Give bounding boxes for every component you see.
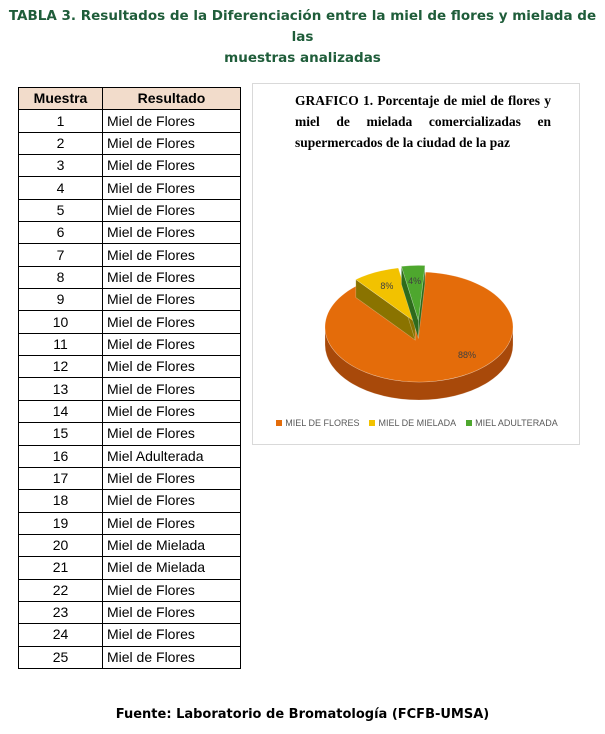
- legend-item: [276, 418, 359, 428]
- cell-resultado: Miel de Flores: [103, 579, 241, 601]
- cell-muestra: 6: [19, 222, 103, 244]
- legend-swatch: [466, 420, 472, 426]
- pie-data-label: 8%: [380, 281, 394, 292]
- pie-data-label: 4%: [408, 275, 422, 286]
- cell-muestra: 19: [19, 512, 103, 534]
- table-body: [19, 110, 241, 669]
- cell-resultado: Miel de Flores: [103, 266, 241, 288]
- cell-muestra: 7: [19, 244, 103, 266]
- table-header-row: [19, 88, 241, 110]
- chart-title-line-2: miel de mielada comercializadas en: [295, 114, 551, 129]
- cell-resultado: Miel de Flores: [103, 333, 241, 355]
- cell-muestra: 18: [19, 490, 103, 512]
- cell-resultado: Miel de Flores: [103, 378, 241, 400]
- legend-swatch: [369, 420, 375, 426]
- cell-resultado: Miel de Flores: [103, 423, 241, 445]
- table-row: [19, 199, 241, 221]
- table-row: [19, 557, 241, 579]
- cell-muestra: 5: [19, 199, 103, 221]
- chart-panel: [252, 83, 580, 445]
- cell-muestra: 13: [19, 378, 103, 400]
- cell-muestra: 15: [19, 423, 103, 445]
- cell-resultado: Miel de Flores: [103, 601, 241, 623]
- table-row: [19, 579, 241, 601]
- cell-resultado: Miel de Flores: [103, 311, 241, 333]
- header-muestra: Muestra: [19, 88, 103, 110]
- table-row: [19, 378, 241, 400]
- table-row: [19, 512, 241, 534]
- cell-resultado: Miel de Flores: [103, 155, 241, 177]
- cell-muestra: 1: [19, 110, 103, 132]
- legend-item: [466, 418, 558, 428]
- table-row: [19, 244, 241, 266]
- table-row: [19, 646, 241, 668]
- cell-muestra: 24: [19, 624, 103, 646]
- cell-resultado: Miel de Flores: [103, 624, 241, 646]
- table-caption: [0, 6, 605, 69]
- caption-line-2: muestras analizadas: [224, 50, 381, 66]
- cell-resultado: Miel de Flores: [103, 646, 241, 668]
- table-row: [19, 534, 241, 556]
- results-table: [18, 87, 241, 669]
- cell-resultado: Miel Adulterada: [103, 445, 241, 467]
- cell-resultado: Miel de Flores: [103, 512, 241, 534]
- table-row: [19, 601, 241, 623]
- cell-muestra: 25: [19, 646, 103, 668]
- table-row: [19, 356, 241, 378]
- cell-muestra: 23: [19, 601, 103, 623]
- header-resultado: Resultado: [103, 88, 241, 110]
- source-note: Fuente: Laboratorio de Bromatología (FCFB-UMSA): [115, 707, 490, 722]
- cell-resultado: Miel de Flores: [103, 244, 241, 266]
- table-row: [19, 132, 241, 154]
- table-row: [19, 624, 241, 646]
- cell-muestra: 20: [19, 534, 103, 556]
- table-row: [19, 289, 241, 311]
- chart-title-line-1: GRAFICO 1. Porcentaje de miel de flores y: [295, 93, 551, 108]
- cell-muestra: 14: [19, 400, 103, 422]
- chart-title-line-3: supermercados de la ciudad de la paz: [295, 135, 511, 150]
- cell-resultado: Miel de Flores: [103, 490, 241, 512]
- table-row: [19, 467, 241, 489]
- cell-muestra: 2: [19, 132, 103, 154]
- table-row: [19, 400, 241, 422]
- legend-label: MIEL DE MIELADA: [378, 418, 457, 428]
- cell-muestra: 17: [19, 467, 103, 489]
- cell-resultado: Miel de Mielada: [103, 557, 241, 579]
- cell-muestra: 12: [19, 356, 103, 378]
- caption-line-1: TABLA 3. Resultados de la Diferenciación entre la miel de flores y mielada de las: [8, 8, 597, 45]
- table-row: [19, 333, 241, 355]
- table-row: [19, 155, 241, 177]
- cell-resultado: Miel de Mielada: [103, 534, 241, 556]
- table-row: [19, 490, 241, 512]
- cell-resultado: Miel de Flores: [103, 289, 241, 311]
- cell-resultado: Miel de Flores: [103, 467, 241, 489]
- cell-muestra: 9: [19, 289, 103, 311]
- cell-muestra: 11: [19, 333, 103, 355]
- legend-item: [369, 418, 456, 428]
- table-row: [19, 110, 241, 132]
- pie-chart: [253, 84, 579, 414]
- table-row: [19, 222, 241, 244]
- legend-label: MIEL DE FLORES: [285, 418, 360, 428]
- cell-resultado: Miel de Flores: [103, 177, 241, 199]
- legend-swatch: [276, 420, 282, 426]
- table-row: [19, 177, 241, 199]
- cell-resultado: Miel de Flores: [103, 199, 241, 221]
- cell-muestra: 8: [19, 266, 103, 288]
- table-row: [19, 266, 241, 288]
- chart-legend: [253, 418, 581, 428]
- cell-resultado: Miel de Flores: [103, 222, 241, 244]
- cell-muestra: 10: [19, 311, 103, 333]
- pie-data-label: 88%: [457, 350, 477, 360]
- table-row: [19, 311, 241, 333]
- cell-muestra: 16: [19, 445, 103, 467]
- cell-resultado: Miel de Flores: [103, 110, 241, 132]
- cell-muestra: 3: [19, 155, 103, 177]
- cell-resultado: Miel de Flores: [103, 400, 241, 422]
- cell-muestra: 4: [19, 177, 103, 199]
- cell-resultado: Miel de Flores: [103, 132, 241, 154]
- table-row: [19, 423, 241, 445]
- table-row: [19, 445, 241, 467]
- cell-resultado: Miel de Flores: [103, 356, 241, 378]
- cell-muestra: 22: [19, 579, 103, 601]
- cell-muestra: 21: [19, 557, 103, 579]
- legend-label: MIEL ADULTERADA: [475, 418, 558, 428]
